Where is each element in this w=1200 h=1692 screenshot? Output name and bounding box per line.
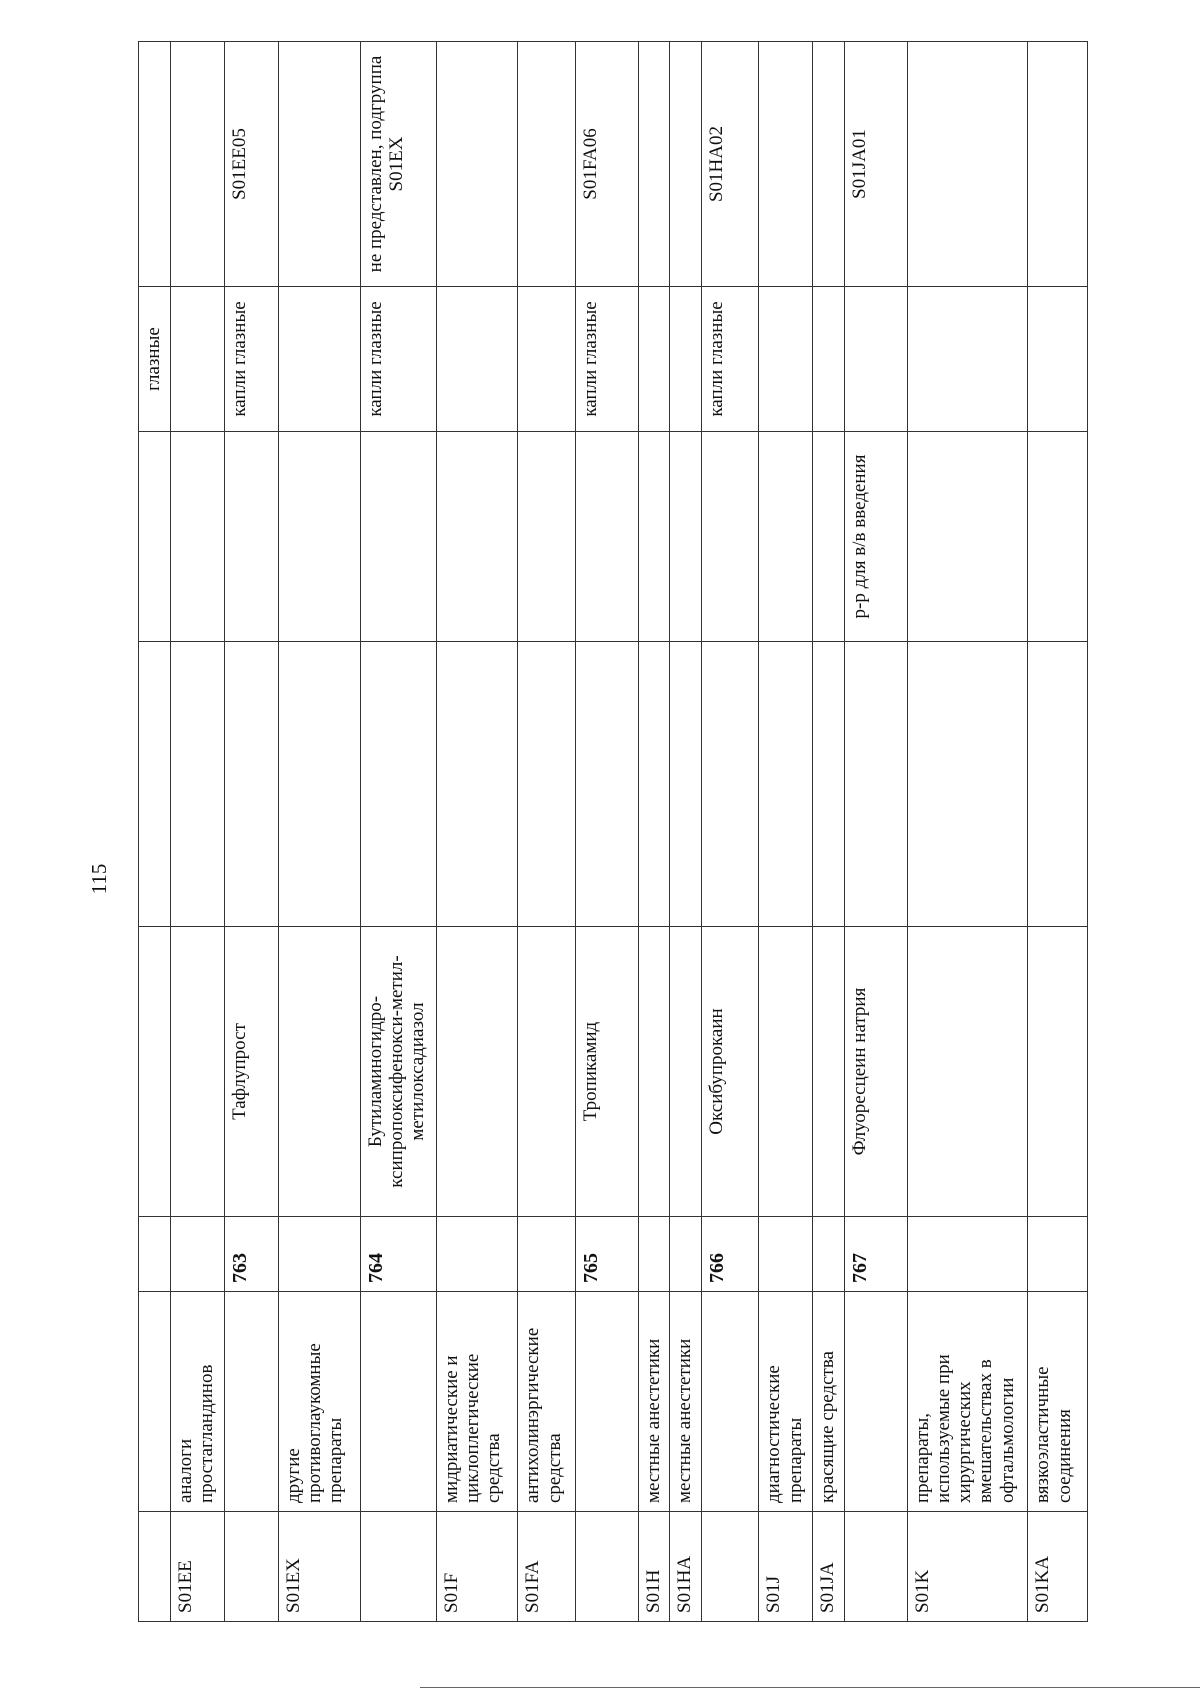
drug-name: Бутиламиногидро-ксипропоксифенокси-метил-метилоксадиазол xyxy=(360,927,436,1217)
dosage-note xyxy=(278,432,360,642)
atc-group-code xyxy=(844,1512,907,1622)
atc-group-name xyxy=(360,1292,436,1512)
dosage-form: капли глазные xyxy=(360,287,436,432)
atc-code xyxy=(813,42,845,287)
atc-group-name xyxy=(139,1292,171,1512)
atc-group-code xyxy=(360,1512,436,1622)
dosage-note xyxy=(170,432,224,642)
rotated-table-container xyxy=(138,42,1088,1622)
item-number xyxy=(436,1217,518,1292)
empty-cell xyxy=(518,642,576,927)
atc-group-name: местные анестетики xyxy=(670,1292,702,1512)
atc-code xyxy=(436,42,518,287)
drug-name xyxy=(638,927,670,1217)
empty-cell xyxy=(1028,642,1088,927)
table-row xyxy=(813,42,845,1622)
table-row xyxy=(518,42,576,1622)
dosage-form: капли глазные xyxy=(224,287,278,432)
dosage-form: капли глазные xyxy=(701,287,759,432)
item-number xyxy=(907,1217,1028,1292)
table-row xyxy=(278,42,360,1622)
empty-cell xyxy=(670,642,702,927)
atc-group-code: S01K xyxy=(907,1512,1028,1622)
atc-code: S01JA01 xyxy=(844,42,907,287)
item-number xyxy=(638,1217,670,1292)
drug-name xyxy=(759,927,813,1217)
atc-group-name xyxy=(224,1292,278,1512)
empty-cell xyxy=(813,642,845,927)
dosage-form xyxy=(670,287,702,432)
atc-group-code xyxy=(575,1512,638,1622)
atc-group-name: антихолинэргические средства xyxy=(518,1292,576,1512)
dosage-form xyxy=(1028,287,1088,432)
atc-group-code: S01JA xyxy=(813,1512,845,1622)
empty-cell xyxy=(759,642,813,927)
dosage-form xyxy=(844,287,907,432)
atc-group-name: мидриатические и циклоплегические средства xyxy=(436,1292,518,1512)
drug-name xyxy=(1028,927,1088,1217)
empty-cell xyxy=(701,642,759,927)
item-number xyxy=(813,1217,845,1292)
table-row xyxy=(670,42,702,1622)
atc-group-name: местные анестетики xyxy=(638,1292,670,1512)
atc-code xyxy=(670,42,702,287)
atc-code xyxy=(278,42,360,287)
empty-cell xyxy=(170,642,224,927)
table-row xyxy=(360,42,436,1622)
item-number xyxy=(518,1217,576,1292)
atc-group-name: вязкоэластичные соединения xyxy=(1028,1292,1088,1512)
item-number xyxy=(139,1217,171,1292)
dosage-note xyxy=(224,432,278,642)
atc-group-code: S01F xyxy=(436,1512,518,1622)
page-number: 115 xyxy=(86,863,111,895)
dosage-form xyxy=(170,287,224,432)
item-number xyxy=(759,1217,813,1292)
atc-group-name xyxy=(701,1292,759,1512)
drug-name xyxy=(907,927,1028,1217)
atc-code xyxy=(518,42,576,287)
item-number: 766 xyxy=(701,1217,759,1292)
drug-table xyxy=(138,41,1088,1622)
empty-cell xyxy=(575,642,638,927)
dosage-form xyxy=(436,287,518,432)
dosage-form xyxy=(638,287,670,432)
table-row xyxy=(575,42,638,1622)
drug-name xyxy=(436,927,518,1217)
atc-group-code: S01KA xyxy=(1028,1512,1088,1622)
atc-code xyxy=(907,42,1028,287)
drug-name xyxy=(670,927,702,1217)
atc-group-code: S01J xyxy=(759,1512,813,1622)
dosage-note xyxy=(759,432,813,642)
dosage-form xyxy=(278,287,360,432)
atc-group-code xyxy=(139,1512,171,1622)
dosage-note xyxy=(360,432,436,642)
atc-group-code xyxy=(701,1512,759,1622)
atc-code: не представлен, подгруппа S01EX xyxy=(360,42,436,287)
atc-code xyxy=(170,42,224,287)
atc-group-name: красящие средства xyxy=(813,1292,845,1512)
dosage-note xyxy=(670,432,702,642)
empty-cell xyxy=(139,642,171,927)
item-number: 767 xyxy=(844,1217,907,1292)
atc-group-name: препараты, используемые при хирургических вмешательствах в офтальмологии xyxy=(907,1292,1028,1512)
dosage-form xyxy=(813,287,845,432)
empty-cell xyxy=(844,642,907,927)
atc-group-code: S01FA xyxy=(518,1512,576,1622)
table-row xyxy=(1028,42,1088,1622)
atc-group-name: аналоги простагландинов xyxy=(170,1292,224,1512)
table-row xyxy=(170,42,224,1622)
drug-name xyxy=(170,927,224,1217)
dosage-note xyxy=(701,432,759,642)
drug-name: Флуоресцеин натрия xyxy=(844,927,907,1217)
atc-group-name xyxy=(844,1292,907,1512)
atc-group-code: S01EX xyxy=(278,1512,360,1622)
drug-name xyxy=(813,927,845,1217)
item-number: 765 xyxy=(575,1217,638,1292)
page-bottom-rule xyxy=(420,1687,1200,1688)
dosage-note xyxy=(1028,432,1088,642)
item-number xyxy=(170,1217,224,1292)
atc-code xyxy=(1028,42,1088,287)
dosage-note xyxy=(139,432,171,642)
drug-name: Тафлупрост xyxy=(224,927,278,1217)
item-number xyxy=(278,1217,360,1292)
empty-cell xyxy=(638,642,670,927)
atc-code xyxy=(139,42,171,287)
drug-name: Оксибупрокаин xyxy=(701,927,759,1217)
item-number xyxy=(1028,1217,1088,1292)
dosage-note xyxy=(907,432,1028,642)
table-row xyxy=(224,42,278,1622)
atc-code xyxy=(759,42,813,287)
empty-cell xyxy=(278,642,360,927)
dosage-note xyxy=(518,432,576,642)
atc-group-code: S01EE xyxy=(170,1512,224,1622)
table-row xyxy=(701,42,759,1622)
table-row xyxy=(638,42,670,1622)
atc-code: S01EE05 xyxy=(224,42,278,287)
empty-cell xyxy=(436,642,518,927)
dosage-form: капли глазные xyxy=(575,287,638,432)
item-number xyxy=(670,1217,702,1292)
empty-cell xyxy=(224,642,278,927)
dosage-note xyxy=(436,432,518,642)
atc-group-name: диагностические препараты xyxy=(759,1292,813,1512)
empty-cell xyxy=(360,642,436,927)
table-row xyxy=(759,42,813,1622)
atc-code xyxy=(638,42,670,287)
dosage-note xyxy=(813,432,845,642)
dosage-note xyxy=(638,432,670,642)
empty-cell xyxy=(907,642,1028,927)
drug-name xyxy=(139,927,171,1217)
atc-code: S01HA02 xyxy=(701,42,759,287)
dosage-note: р-р для в/в введения xyxy=(844,432,907,642)
dosage-form xyxy=(907,287,1028,432)
atc-group-name xyxy=(575,1292,638,1512)
table-row xyxy=(139,42,171,1622)
dosage-form xyxy=(759,287,813,432)
table-row xyxy=(844,42,907,1622)
dosage-note xyxy=(575,432,638,642)
atc-group-code: S01H xyxy=(638,1512,670,1622)
table-row xyxy=(436,42,518,1622)
atc-group-name: другие противоглаукомные препараты xyxy=(278,1292,360,1512)
atc-group-code xyxy=(224,1512,278,1622)
drug-name xyxy=(278,927,360,1217)
dosage-form xyxy=(518,287,576,432)
atc-code: S01FA06 xyxy=(575,42,638,287)
dosage-form: глазные xyxy=(139,287,171,432)
item-number: 763 xyxy=(224,1217,278,1292)
table-row xyxy=(907,42,1028,1622)
item-number: 764 xyxy=(360,1217,436,1292)
atc-group-code: S01HA xyxy=(670,1512,702,1622)
drug-name xyxy=(518,927,576,1217)
drug-name: Тропикамид xyxy=(575,927,638,1217)
